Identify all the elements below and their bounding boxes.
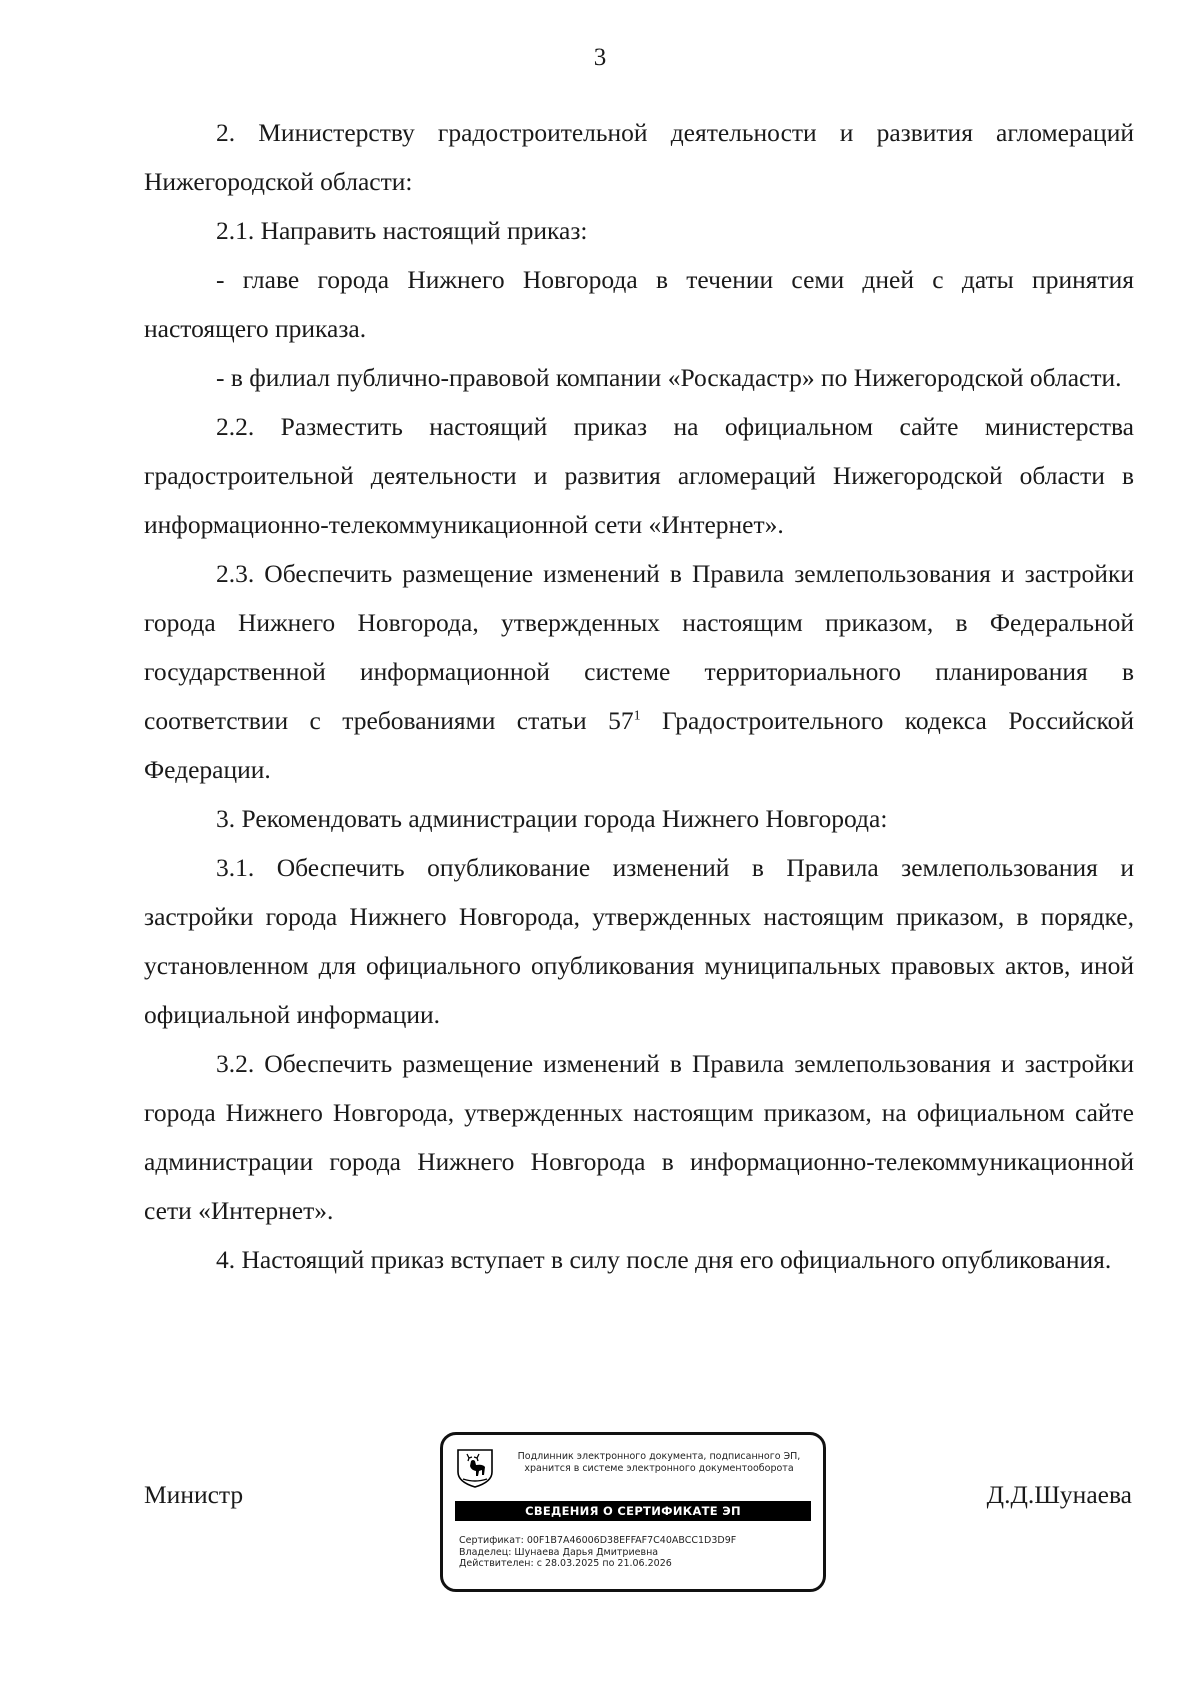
certificate-owner: Владелец: Шунаева Дарья Дмитриевна [459,1546,659,1558]
paragraph-2-3-text-end: Градостроительного кодекса Российской Федерации. [144,706,1134,784]
paragraph-2: 2. Министерству градостроительной деятельности и развития агломераций Нижегородской области: [144,118,1134,196]
signatory-title: Министр [144,1480,244,1509]
document-body [144,108,1134,1284]
stamp-header: СВЕДЕНИЯ О СЕРТИФИКАТЕ ЭП [455,1501,811,1521]
paragraph-3: 3. Рекомендовать администрации города Нижнего Новгорода: [216,804,888,833]
paragraph-2-1-item-2: - в филиал публично-правовой компании «Роскадастр» по Нижегородской области. [216,363,1122,392]
paragraph-3-1: 3.1. Обеспечить опубликование изменений в Правила землепользования и застройки города Нижнего Новгорода, утвержденных настоящим приказом, в порядке, установленном для официального опубликования муниципальных правовых актов, иной официальной информации. [144,853,1134,1029]
certificate-details [459,1535,736,1570]
stamp-note-line-1: Подлинник электронного документа, подписанного ЭП, [517,1451,801,1462]
certificate-number: Сертификат: 00F1B7A46006D38EFFAF7C40ABCC1D3D9F [459,1535,737,1546]
stamp-note [501,1451,817,1475]
electronic-signature-stamp [440,1432,826,1592]
page-number: 3 [593,44,607,71]
stamp-note-line-2: хранится в системе электронного документооборота [524,1463,794,1474]
paragraph-4: 4. Настоящий приказ вступает в силу после дня его официального опубликования. [216,1245,1112,1274]
signatory-name: Д.Д.Шунаева [986,1480,1132,1509]
certificate-validity: Действителен: с 28.03.2025 по 21.06.2026 [459,1558,672,1569]
paragraph-2-3-text: 2.3. Обеспечить размещение изменений в Правила землепользования и застройки города Нижнего Новгорода, утвержденных настоящим приказом, в Федеральной государственной информационной системе территориального планирования в соответствии с требованиями статьи 57 [144,559,1134,735]
paragraph-2-1-item-1: - главе города Нижнего Новгорода в течении семи дней с даты принятия настоящего приказа. [144,265,1134,343]
paragraph-3-2: 3.2. Обеспечить размещение изменений в Правила землепользования и застройки города Нижнего Новгорода, утвержденных настоящим приказом, на официальном сайте администрации города Нижнего Новгорода в информационно-телекоммуникационной сети «Интернет». [144,1049,1134,1225]
deer-emblem-icon [455,1448,495,1488]
paragraph-2-3 [144,549,1134,794]
paragraph-2-1: 2.1. Направить настоящий приказ: [216,216,588,245]
paragraph-2-2: 2.2. Разместить настоящий приказ на официальном сайте министерства градостроительной деятельности и развития агломераций Нижегородской области в информационно-телекоммуникационной сети «Интернет». [144,412,1134,539]
article-superscript: 1 [633,708,641,724]
